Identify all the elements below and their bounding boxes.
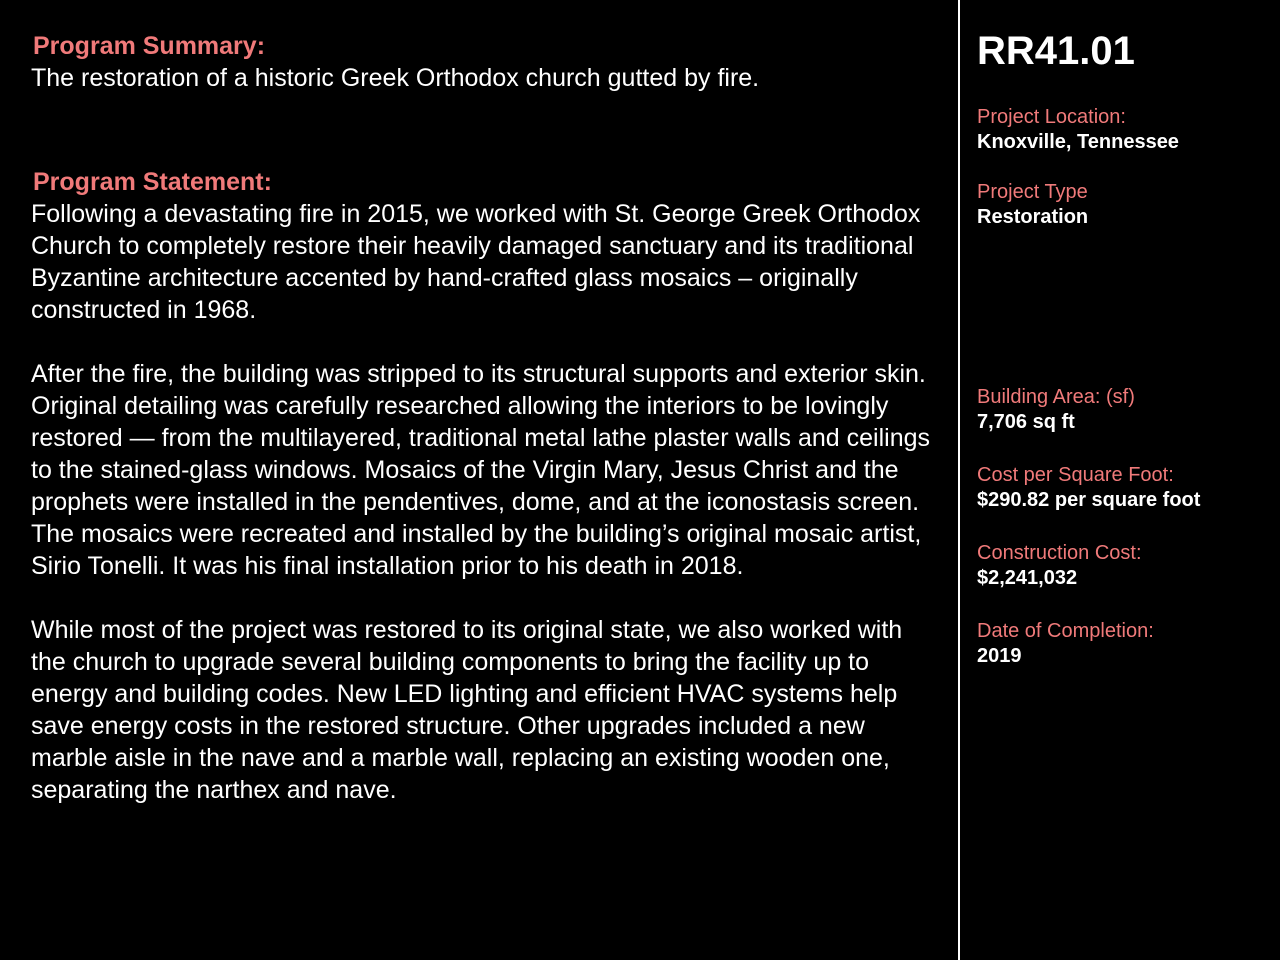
project-type-value: Restoration [977, 206, 1089, 228]
construction-cost-label: Construction Cost: [977, 542, 1142, 564]
project-type-field [977, 180, 1088, 230]
program-statement-heading: Program Statement: [33, 168, 272, 196]
program-summary-heading: Program Summary: [33, 32, 266, 60]
construction-cost-field [977, 541, 1142, 591]
cost-per-square-foot-label: Cost per Square Foot: [977, 464, 1174, 486]
statement-paragraph-1: Following a devastating fire in 2015, we worked with St. George Greek Orthodox Church to completely restore their heavily damaged sanctuary and its traditional Byzantine architecture accented by hand-crafted glass mosaics – originally constructed in 1968. [31, 200, 921, 324]
date-of-completion-field [977, 619, 1154, 669]
statement-paragraph-3: While most of the project was restored to its original state, we also worked with the church to upgrade several building components to bring the facility up to energy and building codes. New LED lighting and efficient HVAC systems help save energy costs in the restored structure. Other upgrades included a new marble aisle in the nave and a marble wall, replacing an existing wooden one, separating the narthex and nave. [31, 616, 903, 804]
building-area-value: 7,706 sq ft [977, 411, 1075, 433]
program-content [31, 30, 936, 806]
statement-paragraph-2: After the fire, the building was stripped to its structural supports and exterior skin. Original detailing was carefully researched allowing the interiors to be lovingly restored — from the multilayered, traditional metal lathe plaster walls and ceilings to the stained-glass windows. Mosaics of the Virgin Mary, Jesus Christ and the prophets were installed in the pendentives, dome, and at the iconostasis screen. The mosaics were recreated and installed by the building’s original mosaic artist, Sirio Tonelli. It was his final installation prior to his death in 2018. [31, 360, 931, 580]
cost-per-square-foot-value: $290.82 per square foot [977, 489, 1201, 511]
date-of-completion-label: Date of Completion: [977, 620, 1154, 642]
construction-cost-value: $2,241,032 [977, 567, 1078, 589]
project-info-panel [977, 28, 1267, 667]
cost-per-square-foot-field [977, 463, 1200, 513]
project-location-field [977, 105, 1179, 155]
project-location-label: Project Location: [977, 106, 1126, 128]
date-of-completion-value: 2019 [977, 645, 1022, 667]
program-summary-text: The restoration of a historic Greek Orthodox church gutted by fire. [31, 64, 760, 92]
building-area-label: Building Area: (sf) [977, 386, 1135, 408]
vertical-divider [958, 0, 960, 960]
project-type-label: Project Type [977, 181, 1088, 203]
project-location-value: Knoxville, Tennessee [977, 131, 1179, 153]
project-code: RR41.01 [977, 29, 1135, 73]
building-area-field [977, 385, 1135, 435]
